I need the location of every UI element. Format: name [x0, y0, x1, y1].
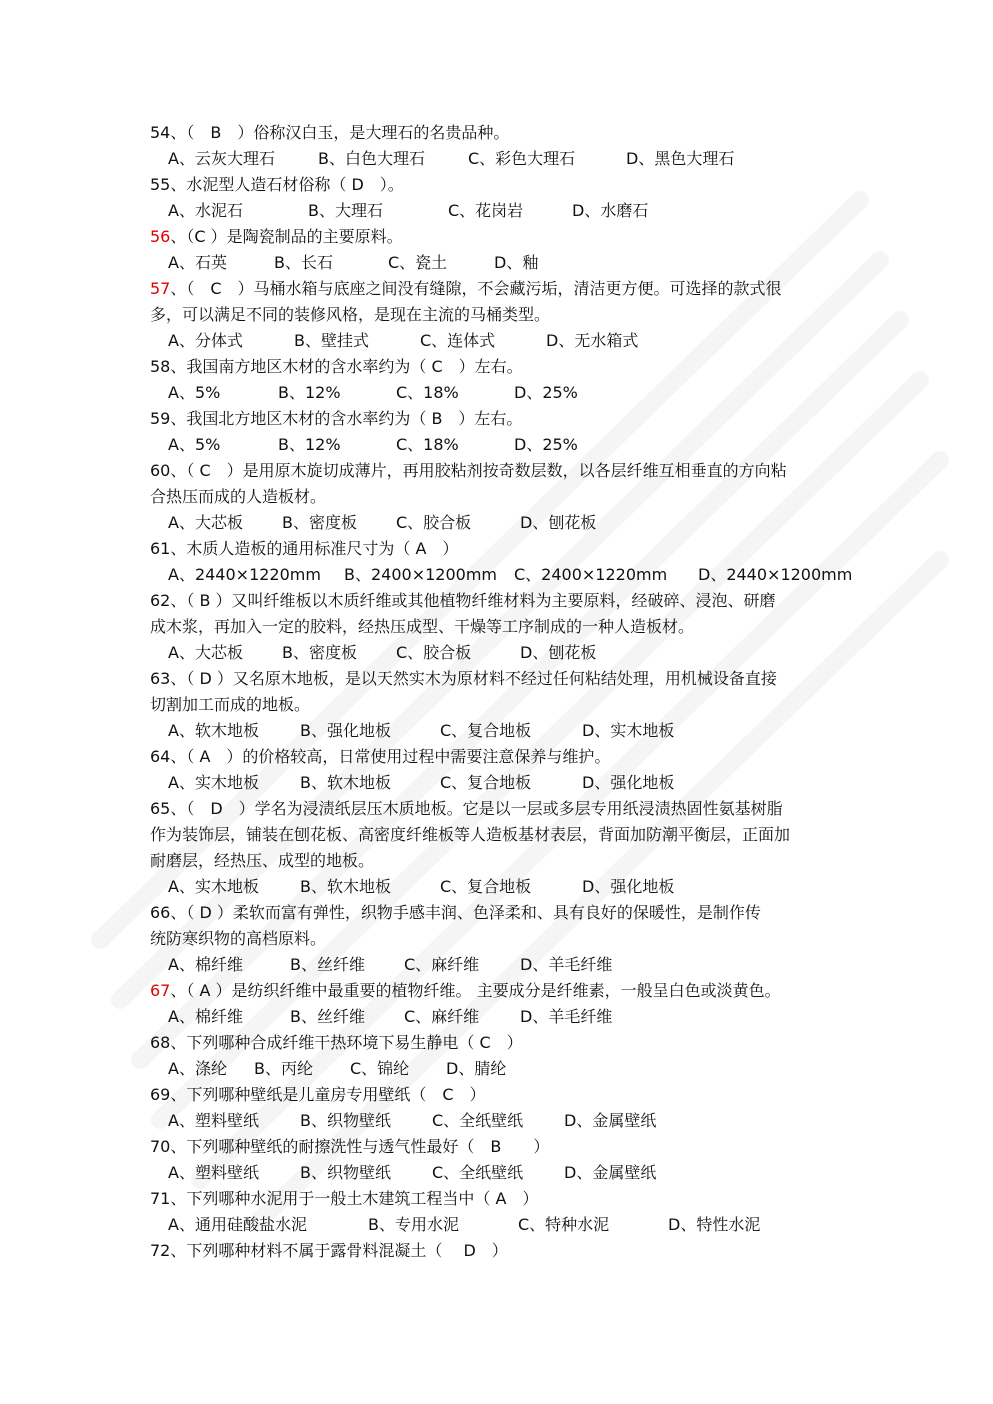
option-item: A、通用硅酸盐水泥	[168, 1215, 307, 1234]
option-item: D、特性水泥	[668, 1215, 761, 1234]
option-item: C、18%	[396, 383, 459, 402]
question-line	[150, 744, 850, 770]
question-line	[150, 120, 850, 146]
option-item: B、丙纶	[254, 1059, 313, 1078]
option-item: D、强化地板	[582, 773, 675, 792]
question-line	[150, 1134, 850, 1160]
question-text: 、下列哪种壁纸是儿童房专用壁纸（ C ）	[170, 1085, 486, 1104]
question-line	[150, 1186, 850, 1212]
option-item: C、连体式	[420, 331, 496, 350]
option-item: C、2400×1220mm	[514, 565, 668, 584]
question-number: 69	[150, 1085, 171, 1104]
question-line	[150, 484, 850, 510]
question-text: 、（ A ）是纺织纤维中最重要的植物纤维。 主要成分是纤维素，一般呈白色或淡黄色。	[170, 981, 781, 1000]
option-item: D、釉	[494, 253, 539, 272]
option-item: D、金属壁纸	[564, 1163, 657, 1182]
option-item: C、全纸壁纸	[432, 1163, 524, 1182]
question-line	[150, 796, 850, 822]
option-item: D、水磨石	[572, 201, 649, 220]
option-item: D、强化地板	[582, 877, 675, 896]
option-item: C、胶合板	[396, 513, 472, 532]
question-line	[150, 536, 850, 562]
option-item: B、强化地板	[300, 721, 391, 740]
question-text: 、（ A ）的价格较高，日常使用过程中需要注意保养与维护。	[170, 747, 611, 766]
option-item: B、织物壁纸	[300, 1163, 391, 1182]
option-item: D、羊毛纤维	[520, 1007, 613, 1026]
question-number: 57	[150, 279, 171, 298]
question-line	[150, 978, 850, 1004]
option-item: A、涤纶	[168, 1059, 227, 1078]
question-text: 、（ D ）柔软而富有弹性，织物手感丰润、色泽柔和、具有良好的保暖性，是制作传	[170, 903, 761, 922]
option-item: A、软木地板	[168, 721, 259, 740]
option-row	[150, 874, 850, 900]
question-text: 、（ B ）又叫纤维板以木质纤维或其他植物纤维材料为主要原料，经破碎、浸泡、研磨	[170, 591, 776, 610]
question-text: 、（ C ）是用原木旋切成薄片，再用胶粘剂按奇数层数，以各层纤维互相垂直的方向粘	[170, 461, 787, 480]
option-item: D、无水箱式	[546, 331, 639, 350]
question-text: 、（ D ）又名原木地板，是以天然实木为原材料不经过任何粘结处理，用机械设备直接	[170, 669, 777, 688]
option-item: A、大芯板	[168, 513, 243, 532]
option-item: A、棉纤维	[168, 1007, 243, 1026]
option-item: B、壁挂式	[294, 331, 369, 350]
question-line	[150, 172, 850, 198]
option-row	[150, 380, 850, 406]
option-item: A、实木地板	[168, 773, 259, 792]
question-text: 多，可以满足不同的装修风格，是现在主流的马桶类型。	[150, 305, 551, 324]
question-line	[150, 302, 850, 328]
option-item: C、复合地板	[440, 721, 532, 740]
option-row	[150, 562, 853, 588]
option-item: B、密度板	[282, 513, 357, 532]
question-line	[150, 666, 850, 692]
question-line	[150, 224, 850, 250]
option-item: C、锦纶	[350, 1059, 410, 1078]
question-text: 、我国北方地区木材的含水率约为（ B ）左右。	[170, 409, 523, 428]
option-item: D、黑色大理石	[626, 149, 735, 168]
question-line	[150, 614, 850, 640]
option-item: C、全纸壁纸	[432, 1111, 524, 1130]
option-row	[150, 510, 850, 536]
option-item: A、棉纤维	[168, 955, 243, 974]
option-row	[150, 1160, 850, 1186]
option-item: C、瓷土	[388, 253, 448, 272]
option-item: A、塑料壁纸	[168, 1163, 259, 1182]
option-row	[150, 1004, 850, 1030]
question-number: 56	[150, 227, 171, 246]
option-row	[150, 250, 850, 276]
option-item: D、刨花板	[520, 513, 597, 532]
option-item: B、12%	[278, 435, 341, 454]
question-line	[150, 926, 850, 952]
option-row	[150, 718, 850, 744]
option-item: B、专用水泥	[368, 1215, 459, 1234]
question-text: 、（ B ）俗称汉白玉，是大理石的名贵品种。	[170, 123, 510, 142]
question-line	[150, 354, 850, 380]
question-line	[150, 692, 850, 718]
option-item: D、羊毛纤维	[520, 955, 613, 974]
question-number: 63	[150, 669, 171, 688]
option-item: B、2400×1200mm	[344, 565, 497, 584]
question-text: 、下列哪种水泥用于一般土木建筑工程当中（ A ）	[170, 1189, 539, 1208]
option-item: C、麻纤维	[404, 955, 480, 974]
option-item: A、5%	[168, 383, 221, 402]
question-text: 、下列哪种材料不属于露骨料混凝土（ D ）	[170, 1241, 508, 1260]
option-row	[150, 770, 850, 796]
question-text: 、下列哪种合成纤维干热环境下易生静电（ C ）	[170, 1033, 523, 1052]
option-row	[150, 1212, 850, 1238]
question-number: 55	[150, 175, 171, 194]
question-number: 59	[150, 409, 171, 428]
question-number: 62	[150, 591, 171, 610]
option-item: D、25%	[514, 383, 578, 402]
option-item: B、丝纤维	[290, 1007, 365, 1026]
option-item: A、云灰大理石	[168, 149, 275, 168]
option-item: D、实木地板	[582, 721, 675, 740]
question-number: 66	[150, 903, 171, 922]
option-item: A、大芯板	[168, 643, 243, 662]
question-line	[150, 822, 850, 848]
question-number: 54	[150, 123, 171, 142]
question-text: 合热压而成的人造板材。	[150, 487, 327, 506]
option-item: C、18%	[396, 435, 459, 454]
question-number: 58	[150, 357, 171, 376]
question-line	[150, 1030, 850, 1056]
option-item: A、分体式	[168, 331, 243, 350]
option-item: B、织物壁纸	[300, 1111, 391, 1130]
question-text: 成木浆，再加入一定的胶料，经热压成型、干燥等工序制成的一种人造板材。	[150, 617, 695, 636]
option-item: B、密度板	[282, 643, 357, 662]
question-number: 60	[150, 461, 171, 480]
question-text: 、（ D ）学名为浸渍纸层压木质地板。它是以一层或多层专用纸浸渍热固性氨基树脂	[170, 799, 783, 818]
question-line	[150, 1238, 850, 1264]
option-item: D、25%	[514, 435, 578, 454]
option-item: C、彩色大理石	[468, 149, 576, 168]
question-list	[150, 120, 853, 1264]
option-row	[150, 1056, 850, 1082]
question-text: 、我国南方地区木材的含水率约为（ C ）左右。	[170, 357, 523, 376]
question-line	[150, 406, 850, 432]
option-item: A、5%	[168, 435, 221, 454]
option-item: B、丝纤维	[290, 955, 365, 974]
question-number: 67	[150, 981, 171, 1000]
question-text: 切割加工而成的地板。	[150, 695, 311, 714]
question-number: 71	[150, 1189, 171, 1208]
question-number: 61	[150, 539, 171, 558]
option-item: C、复合地板	[440, 773, 532, 792]
question-line	[150, 588, 850, 614]
question-line	[150, 276, 850, 302]
question-number: 64	[150, 747, 171, 766]
question-text: 统防寒织物的高档原料。	[150, 929, 327, 948]
option-item: A、塑料壁纸	[168, 1111, 259, 1130]
option-row	[150, 328, 850, 354]
option-row	[150, 146, 850, 172]
option-item: B、软木地板	[300, 773, 391, 792]
question-text: 、（ C ）马桶水箱与底座之间没有缝隙，不会藏污垢，清洁更方便。可选择的款式很	[170, 279, 782, 298]
option-item: B、软木地板	[300, 877, 391, 896]
question-number: 70	[150, 1137, 171, 1156]
question-number: 68	[150, 1033, 171, 1052]
option-item: C、麻纤维	[404, 1007, 480, 1026]
option-item: B、长石	[274, 253, 333, 272]
question-number: 65	[150, 799, 171, 818]
option-item: A、水泥石	[168, 201, 243, 220]
option-row	[150, 640, 850, 666]
question-line	[150, 848, 850, 874]
question-line	[150, 1082, 850, 1108]
option-item: D、刨花板	[520, 643, 597, 662]
option-item: D、2440×1200mm	[698, 565, 853, 584]
option-item: B、大理石	[308, 201, 383, 220]
option-item: B、12%	[278, 383, 341, 402]
option-item: D、腈纶	[446, 1059, 507, 1078]
option-row	[150, 1108, 850, 1134]
option-item: B、白色大理石	[318, 149, 425, 168]
question-line	[150, 900, 850, 926]
option-item: C、复合地板	[440, 877, 532, 896]
question-text: 作为装饰层，铺装在刨花板、高密度纤维板等人造板基材表层，背面加防潮平衡层，正面加	[150, 825, 791, 844]
option-item: D、金属壁纸	[564, 1111, 657, 1130]
option-item: C、花岗岩	[448, 201, 524, 220]
question-text: 、（C ）是陶瓷制品的主要原料。	[170, 227, 403, 246]
option-row	[150, 432, 850, 458]
question-text: 、下列哪种壁纸的耐擦洗性与透气性最好（ B ）	[170, 1137, 550, 1156]
question-text: 、水泥型人造石材俗称（ D ）。	[170, 175, 404, 194]
question-text: 、木质人造板的通用标准尺寸为（ A ）	[170, 539, 459, 558]
option-item: A、实木地板	[168, 877, 259, 896]
question-line	[150, 458, 850, 484]
option-item: C、特种水泥	[518, 1215, 610, 1234]
option-item: C、胶合板	[396, 643, 472, 662]
option-row	[150, 198, 850, 224]
option-item: A、石英	[168, 253, 227, 272]
question-number: 72	[150, 1241, 171, 1260]
option-item: A、2440×1220mm	[168, 565, 321, 584]
question-text: 耐磨层，经热压、成型的地板。	[150, 851, 375, 870]
option-row	[150, 952, 850, 978]
